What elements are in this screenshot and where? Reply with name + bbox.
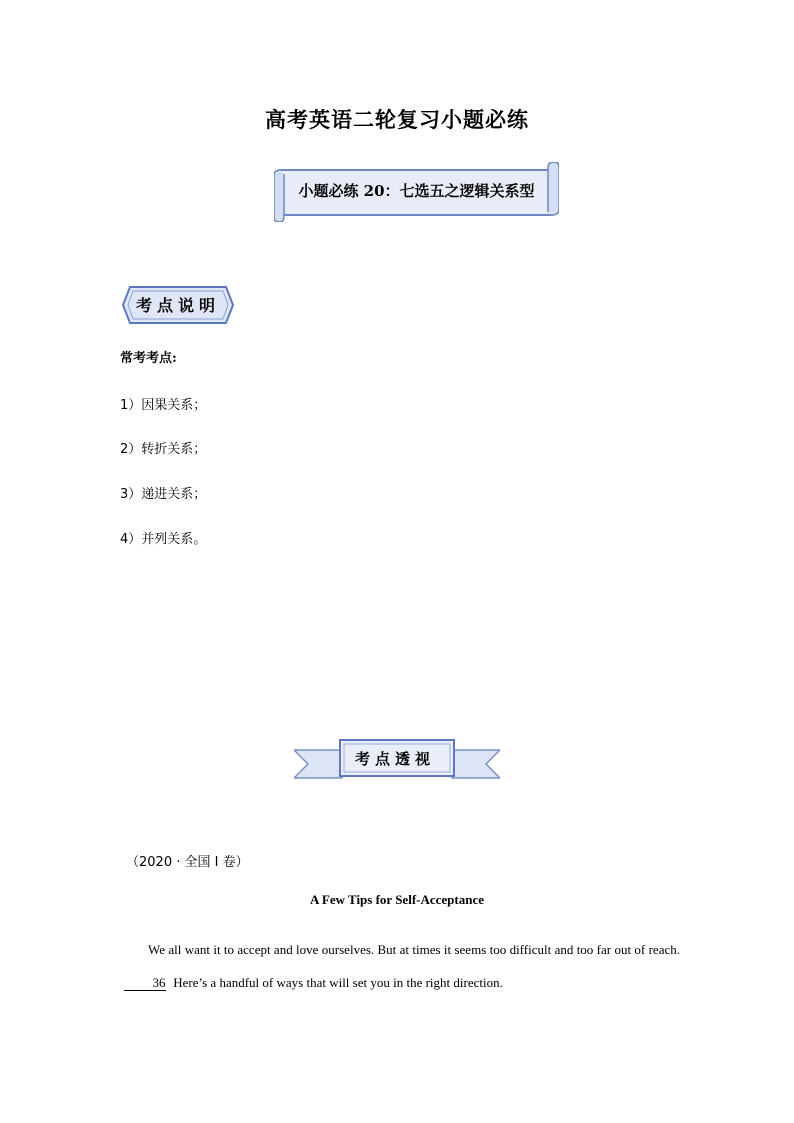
list-item: 1）因果关系； bbox=[120, 398, 207, 413]
list-item: 2）转折关系； bbox=[120, 442, 207, 457]
passage-title: A Few Tips for Self-Acceptance bbox=[309, 892, 485, 907]
answer-blank[interactable]: 36 bbox=[124, 975, 166, 991]
explain-badge-label: 考点说明 bbox=[135, 296, 220, 315]
list-item: 3）递进关系； bbox=[120, 487, 207, 502]
insight-ribbon-label: 考点透视 bbox=[354, 750, 435, 768]
paragraph-text: We all want it to accept and love ourselves. But at times it seems too difficult and too far out of reach. bbox=[148, 942, 680, 957]
banner-title: 小题必练 20：七选五之逻辑关系型 bbox=[298, 182, 535, 200]
source-note: （2020 · 全国 I 卷） bbox=[126, 855, 249, 870]
section-label: 常考考点: bbox=[120, 351, 177, 366]
page-title: 高考英语二轮复习小题必练 bbox=[265, 107, 529, 132]
paragraph-text: Here’s a handful of ways that will set you in the right direction. bbox=[173, 975, 503, 990]
passage-paragraph bbox=[120, 933, 680, 999]
list-item: 4）并列关系。 bbox=[120, 532, 207, 547]
